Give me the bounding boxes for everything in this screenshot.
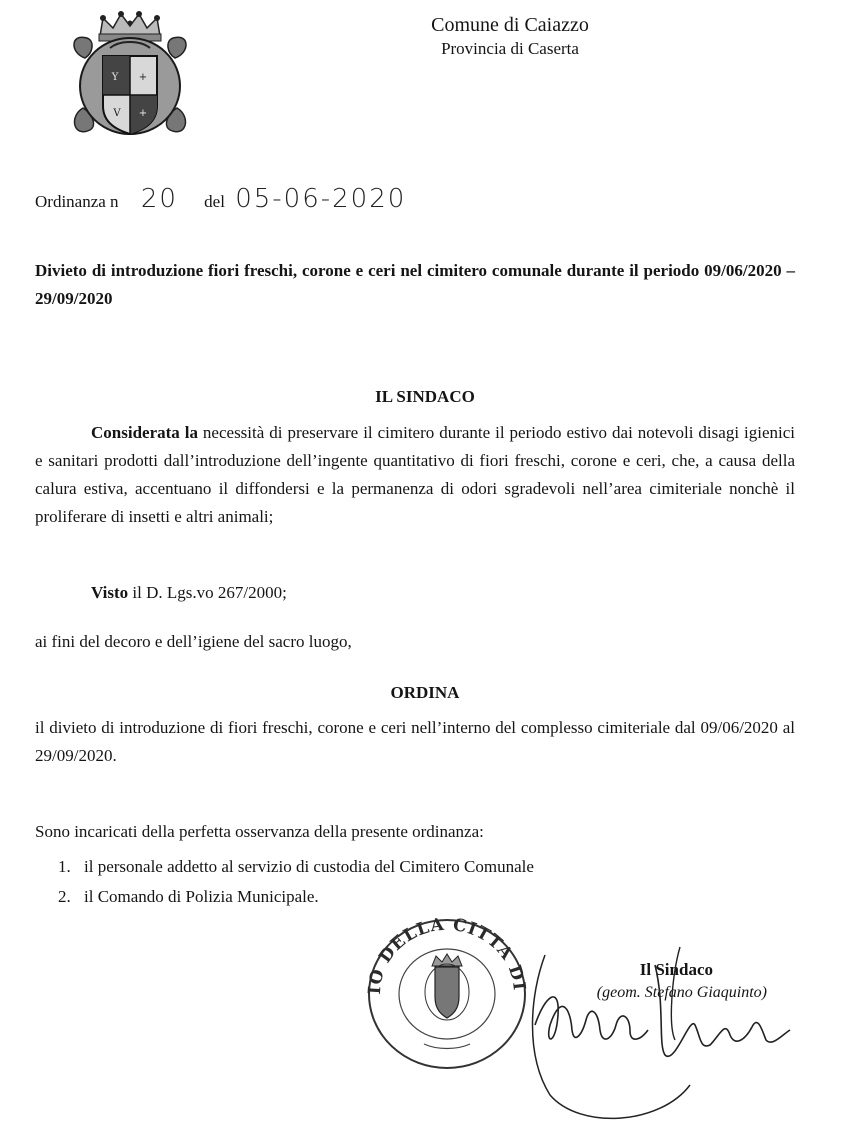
considerata-lead: Considerata la: [91, 423, 198, 442]
handwritten-signature: [490, 935, 810, 1135]
stamp-text: MUNICIPIO DELLA CITTA DI CAIAZZO: [352, 897, 530, 995]
province-name: Provincia di Caserta: [441, 39, 579, 58]
orders-heading: ORDINA: [390, 683, 460, 702]
list-item: 2. il Comando di Polizia Municipale.: [58, 887, 319, 906]
coat-of-arms-emblem: [65, 8, 195, 143]
considerata-paragraph: [35, 419, 795, 531]
ordinance-reference: [35, 184, 406, 218]
mayor-heading: IL SINDACO: [375, 387, 475, 406]
visto-paragraph: [91, 583, 287, 603]
svg-text:+: +: [138, 108, 148, 119]
responsible-intro: Sono incaricati della perfetta osservanza della presente ordinanza:: [35, 822, 484, 841]
signature-title: Il Sindaco: [639, 960, 713, 979]
ordinance-date: 05-06-2020: [235, 184, 407, 214]
decoro-paragraph: ai fini del decoro e dell’igiene del sacro luogo,: [35, 632, 352, 651]
visto-text: il D. Lgs.vo 267/2000;: [128, 583, 287, 602]
ordinance-number-label: Ordinanza n: [35, 192, 119, 211]
ordinance-subject: Divieto di introduzione fiori freschi, corone e ceri nel cimitero comunale durante il periodo 09/06/2020 – 29/09/2020: [35, 261, 795, 308]
svg-text:V: V: [113, 108, 121, 119]
letterhead: [400, 12, 620, 60]
responsible-list: [58, 857, 534, 917]
svg-text:+: +: [138, 72, 148, 83]
considerata-text: necessità di preservare il cimitero durante il periodo estivo dai notevoli disagi igienici e sanitari prodotti dall’introduzione dell’ingente quantitativo di fiori freschi, corone e ceri, che, a causa della calura estiva, accentuano il diffondersi e la permanenza di odori sgradevoli nell’area cimiteriale nonchè il proliferare di insetti e altri animali;: [35, 423, 795, 526]
visto-lead: Visto: [91, 583, 129, 602]
svg-text:Y: Y: [111, 72, 119, 83]
ordinance-date-label: del: [204, 192, 225, 211]
signature-name: (geom. Stefano Giaquinto): [596, 984, 767, 1001]
municipality-name: Comune di Caiazzo: [431, 14, 589, 36]
list-item: 1. il personale addetto al servizio di custodia del Cimitero Comunale: [58, 857, 534, 876]
ordinance-number: 20: [140, 184, 178, 214]
order-paragraph: il divieto di introduzione di fiori freschi, corone e ceri nell’interno del complesso cimiteriale dal 09/06/2020 al 29/09/2020.: [35, 718, 795, 765]
